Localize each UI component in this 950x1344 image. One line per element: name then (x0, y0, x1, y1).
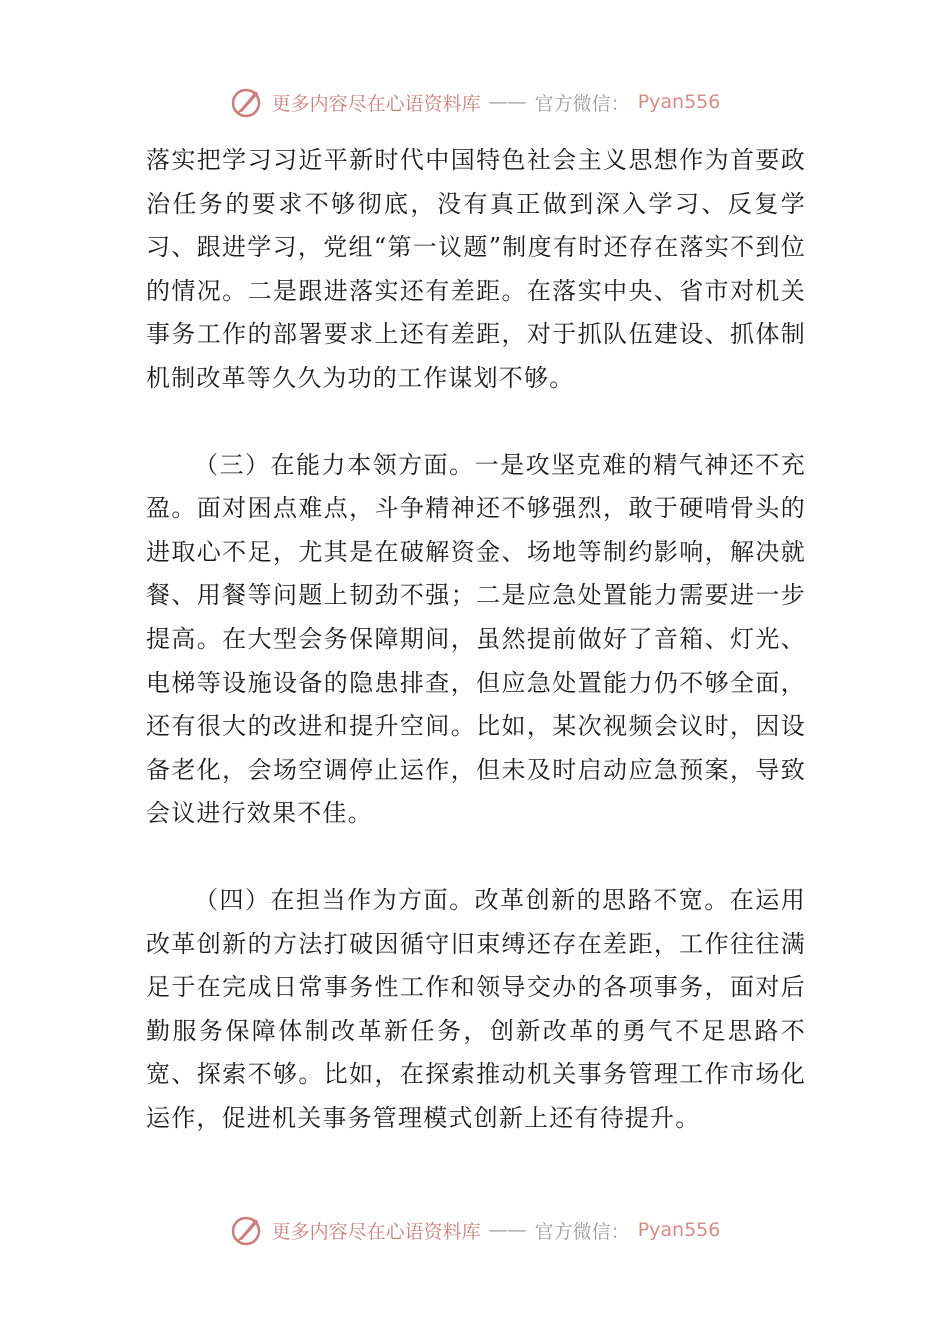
footer-watermark (0, 1210, 950, 1250)
header-watermark (0, 82, 950, 122)
quill-pen-logo-icon (230, 1213, 264, 1247)
quill-pen-logo-icon (230, 85, 264, 119)
watermark-site-text: 更多内容尽在心语资料库 (271, 92, 481, 115)
paragraph-continuation: 落实把学习习近平新时代中国特色社会主义思想作为首要政治任务的要求不够彻底，没有真正做到深入学习、反复学习、跟进学习，党组“第一议题”制度有时还存在落实不到位的情况。二是跟进落实还有差距。在落实中央、省市对机关事务工作的部署要求上还有差距，对于抓队伍建设、抓体制机制改革等久久为功的工作谋划不够。 (146, 146, 806, 392)
document-body (146, 139, 806, 1140)
watermark-wechat-label: 官方微信： (534, 1220, 630, 1243)
paragraph-ability: （三）在能力本领方面。一是攻坚克难的精气神还不充盈。面对困点难点，斗争精神还不够强烈，敢于硬啃骨头的进取心不足，尤其是在破解资金、场地等制约影响，解决就餐、用餐等问题上韧劲不强；二是应急处置能力需要进一步提高。在大型会务保障期间，虽然提前做好了音箱、灯光、电梯等设施设备的隐患排查，但应急处置能力仍不够全面，还有很大的改进和提升空间。比如，某次视频会议时，因设备老化，会场空调停止运作，但未及时启动应急预案，导致会议进行效果不佳。 (146, 450, 806, 828)
watermark-site-text: 更多内容尽在心语资料库 (271, 1220, 481, 1243)
watermark-wechat-label: 官方微信： (534, 92, 630, 115)
watermark-dash: —— (488, 1219, 527, 1241)
watermark-wechat-id: Pyan556 (637, 1219, 721, 1241)
watermark-wechat-id: Pyan556 (637, 91, 721, 113)
paragraph-spacer (146, 401, 806, 444)
watermark-dash: —— (488, 91, 527, 113)
paragraph-responsibility: （四）在担当作为方面。改革创新的思路不宽。在运用改革创新的方法打破因循守旧束缚还存在差距，工作往往满足于在完成日常事务性工作和领导交办的各项事务，面对后勤服务保障体制改革新任务，创新改革的勇气不足思路不宽、探索不够。比如，在探索推动机关事务管理工作市场化运作，促进机关事务管理模式创新上还有待提升。 (146, 885, 806, 1132)
paragraph-spacer (146, 836, 806, 879)
